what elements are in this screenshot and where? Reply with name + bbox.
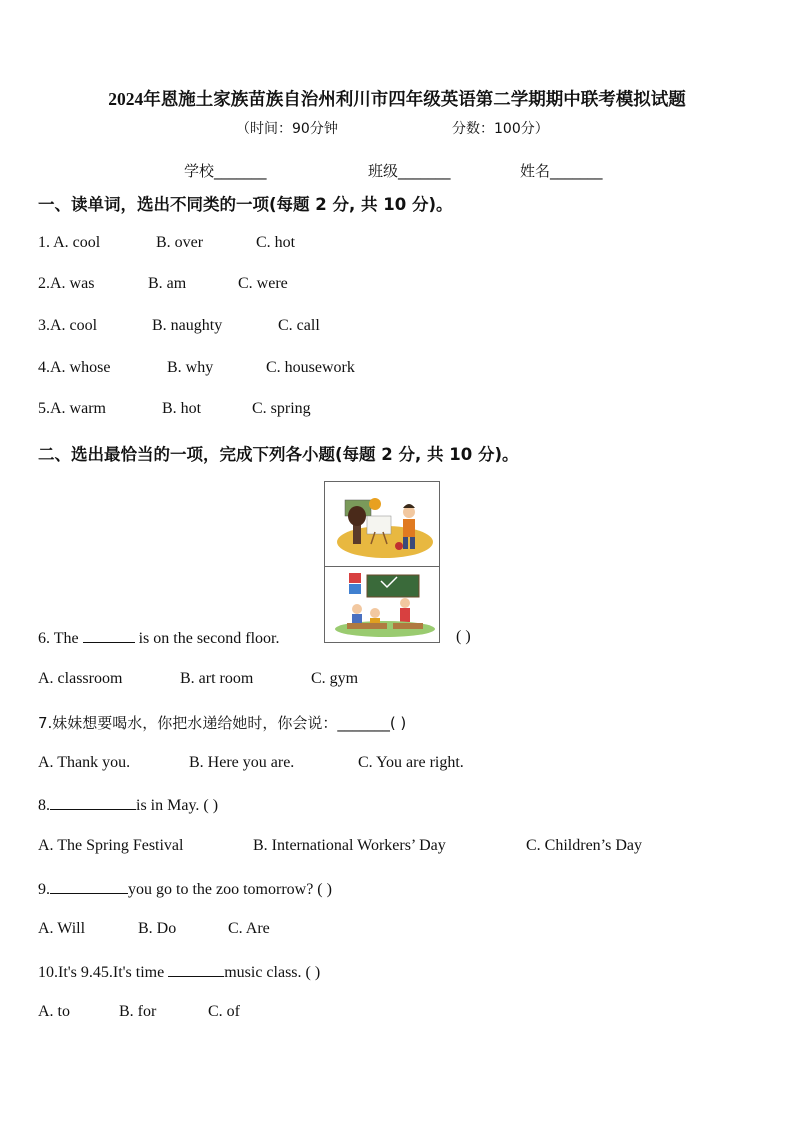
option-b: B. Do	[138, 920, 177, 937]
q8-suffix: is in May. ( )	[136, 797, 219, 814]
option-c: C. Are	[228, 920, 270, 937]
q10-prefix: 10.It's 9.45.It's time	[38, 964, 165, 981]
option-a: A. Thank you.	[38, 754, 131, 771]
option-b: B. International Workers’ Day	[253, 837, 446, 854]
q6-blank[interactable]	[83, 628, 135, 643]
question-9	[38, 879, 332, 899]
q6-suffix: is on the second floor.	[138, 630, 280, 647]
question-7: 7.妹妹想要喝水，你把水递给她时，你会说：_______( )	[38, 714, 407, 732]
q10-blank[interactable]	[168, 962, 224, 977]
q8-blank[interactable]	[50, 795, 136, 810]
option-a: 2.A. was	[38, 275, 95, 292]
question-row	[38, 275, 288, 293]
option-a: 1. A. cool	[38, 234, 101, 251]
option-a: 3.A. cool	[38, 317, 98, 334]
class-field: 班级_______	[368, 162, 451, 180]
option-b: B. hot	[162, 400, 202, 417]
option-c: C. Children’s Day	[526, 837, 642, 854]
option-b: B. Here you are.	[189, 754, 295, 771]
exam-title: 2024年恩施土家族苗族自治州利川市四年级英语第二学期期中联考模拟试题	[108, 89, 686, 109]
option-a: A. to	[38, 1003, 70, 1020]
question-picture	[324, 481, 440, 643]
option-c: C. gym	[311, 670, 359, 687]
option-c: C. call	[278, 317, 320, 334]
q7-options	[38, 754, 464, 772]
classroom-picture	[325, 567, 439, 641]
q9-prefix: 9.	[38, 881, 50, 898]
option-a: A. The Spring Festival	[38, 837, 184, 854]
option-c: C. You are right.	[358, 754, 464, 771]
option-a: 5.A. warm	[38, 400, 106, 417]
question-row	[38, 317, 320, 335]
question-8	[38, 795, 218, 815]
option-b: B. why	[167, 359, 214, 376]
school-field: 学校_______	[184, 162, 267, 180]
question-row	[38, 400, 311, 418]
q6-answer-paren[interactable]: ( )	[456, 628, 471, 645]
option-a: A. classroom	[38, 670, 123, 687]
question-10	[38, 962, 320, 982]
option-c: C. were	[238, 275, 288, 292]
q10-options	[38, 1003, 240, 1021]
option-c: C. hot	[256, 234, 296, 251]
q6-options	[38, 670, 358, 688]
q9-blank[interactable]	[50, 879, 128, 894]
exam-score: 分数：100分）	[452, 121, 549, 137]
option-b: B. for	[119, 1003, 157, 1020]
question-row	[38, 234, 295, 252]
option-b: B. art room	[180, 670, 254, 687]
q10-suffix: music class. ( )	[224, 964, 321, 981]
q8-prefix: 8.	[38, 797, 50, 814]
option-a: A. Will	[38, 920, 86, 937]
question-row	[38, 359, 355, 377]
option-a: 4.A. whose	[38, 359, 111, 376]
option-b: B. naughty	[152, 317, 223, 334]
art-room-picture	[325, 482, 439, 566]
section1-heading: 一、读单词，选出不同类的一项(每题 2 分, 共 10 分)。	[38, 195, 453, 214]
option-c: C. spring	[252, 400, 311, 417]
name-field: 姓名_______	[520, 162, 603, 180]
option-c: C. of	[208, 1003, 240, 1020]
question-6	[38, 628, 279, 648]
q9-suffix: you go to the zoo tomorrow? ( )	[128, 881, 332, 898]
q6-prefix: 6. The	[38, 630, 79, 647]
option-b: B. am	[148, 275, 187, 292]
q8-options	[38, 837, 642, 855]
exam-time: （时间：90分钟	[236, 121, 338, 137]
section2-heading: 二、选出最恰当的一项，完成下列各小题(每题 2 分, 共 10 分)。	[38, 445, 519, 464]
q9-options	[38, 920, 270, 938]
option-c: C. housework	[266, 359, 355, 376]
option-b: B. over	[156, 234, 204, 251]
